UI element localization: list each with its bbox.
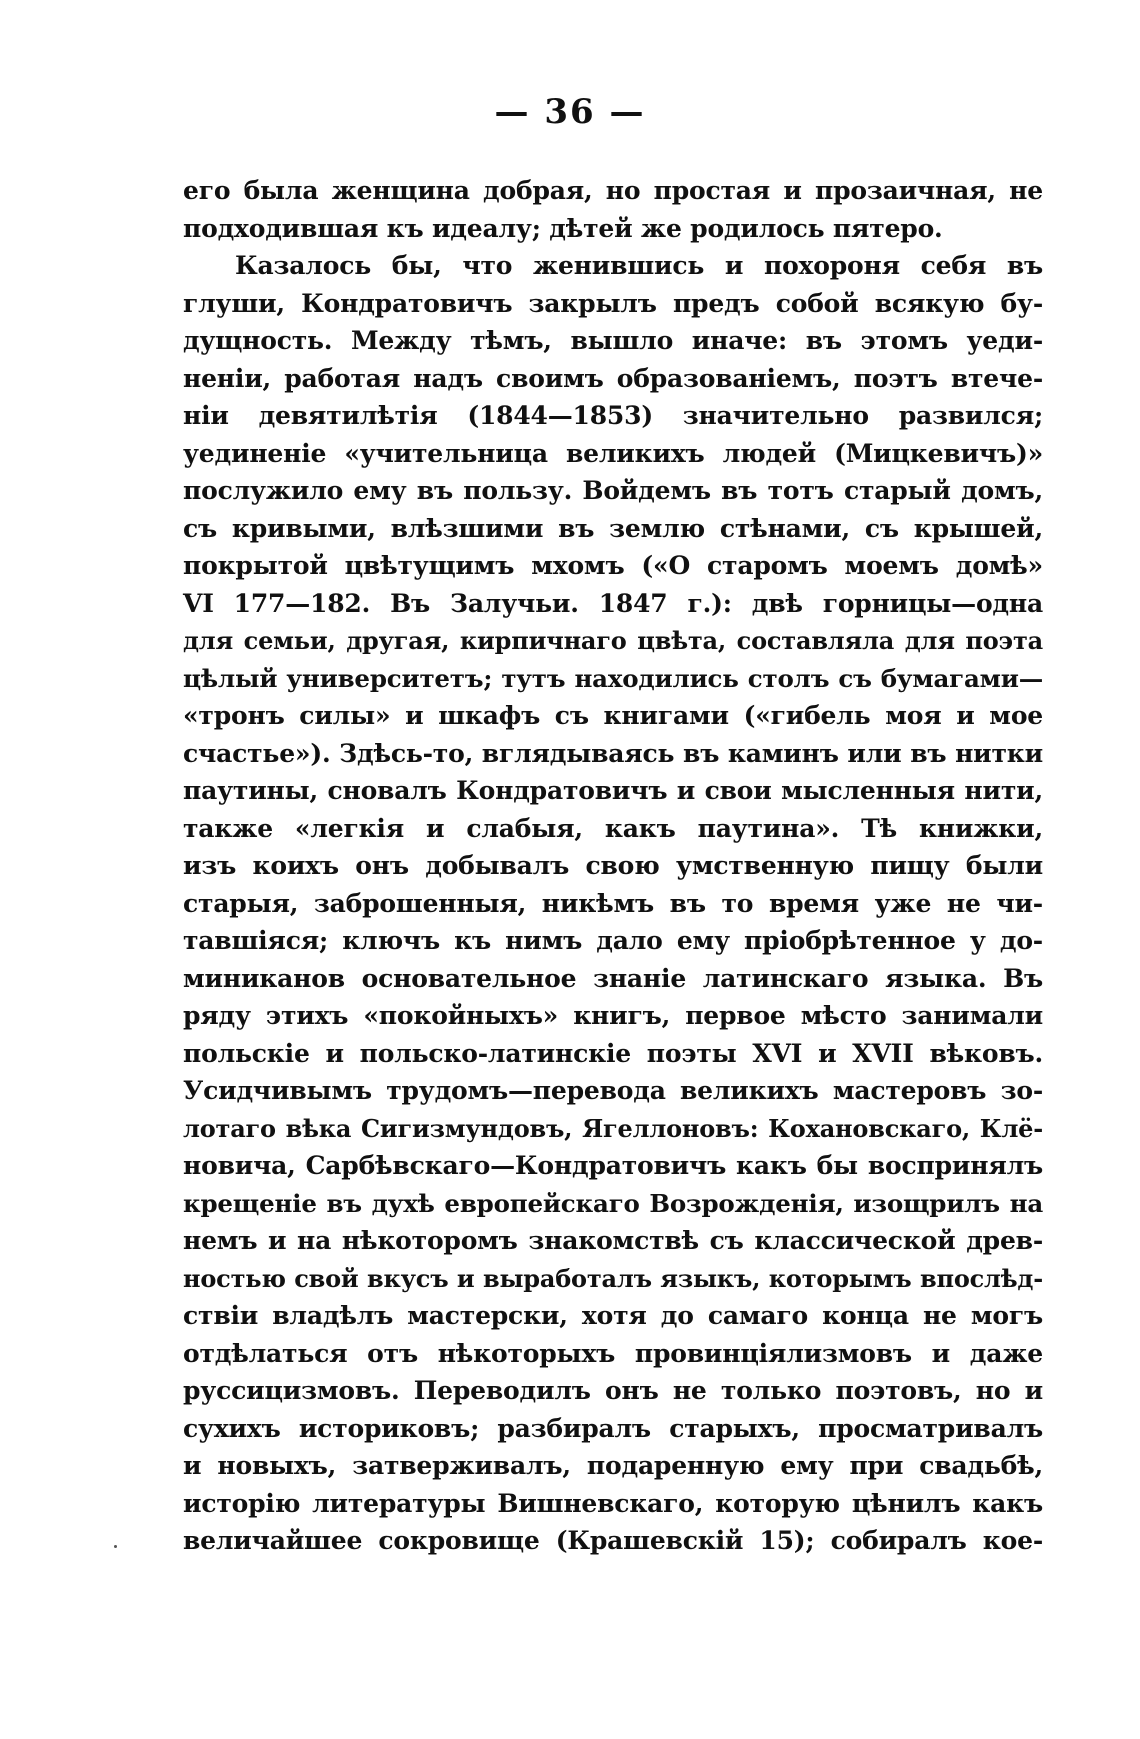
text-line: для семьи, другая, кирпичнаго цвѣта, составляла для поэта [183, 626, 1043, 655]
paper-speck [114, 1545, 117, 1548]
text-line: ніи девятилѣтія (1844—1853) значительно развился; [183, 401, 1043, 430]
text-line: покрытой цвѣтущимъ мхомъ («О старомъ моемъ домѣ» [183, 551, 1043, 580]
text-line: ствіи владѣлъ мастерски, хотя до самаго конца не могъ [183, 1301, 1043, 1330]
page-number: — 36 — [494, 92, 646, 132]
text-line: немъ и на нѣкоторомъ знакомствѣ съ классической древ- [183, 1226, 1043, 1255]
text-line: паутины, сновалъ Кондратовичъ и свои мысленныя нити, [183, 776, 1043, 805]
text-line: польскіе и польско-латинскіе поэты XVI и XVII вѣковъ. [183, 1038, 1043, 1068]
text-line: неніи, работая надъ своимъ образованіемъ, поэтъ втече- [183, 363, 1043, 393]
text-line: VI 177—182. Въ Залучьи. 1847 г.): двѣ горницы—одна [183, 588, 1043, 618]
text-line: цѣлый университетъ; тутъ находились столъ съ бумагами— [183, 663, 1043, 693]
text-line: уединеніе «учительница великихъ людей (Мицкевичъ)» [183, 438, 1043, 468]
text-line: величайшее сокровище (Крашевскій 15); собиралъ кое- [183, 1526, 1043, 1555]
text-line: миниканов основательное знаніе латинскаго языка. Въ [183, 963, 1043, 993]
text-line: сухихъ историковъ; разбиралъ старыхъ, просматривалъ [183, 1413, 1043, 1443]
text-line: исторію литературы Вишневскаго, которую цѣнилъ какъ [183, 1488, 1043, 1518]
text-line: «тронъ силы» и шкафъ съ книгами («гибель моя и мое [183, 701, 1043, 730]
text-line: руссицизмовъ. Переводилъ онъ не только поэтовъ, но и [183, 1376, 1043, 1405]
text-line: отдѣлаться отъ нѣкоторыхъ провинціялизмовъ и даже [183, 1338, 1043, 1368]
text-line: дущность. Между тѣмъ, вышло иначе: въ этомъ уеди- [183, 326, 1043, 355]
text-line: счастье»). Здѣсь-то, вглядываясь въ каминъ или въ нитки [183, 738, 1043, 768]
text-line: ностью свой вкусъ и выработалъ языкъ, которымъ впослѣд- [183, 1263, 1043, 1293]
text-line: старыя, заброшенныя, никѣмъ въ то время уже не чи- [183, 888, 1043, 918]
text-line: тавшіяся; ключъ къ нимъ дало ему пріобрѣтенное у до- [183, 926, 1043, 955]
text-line: Усидчивымъ трудомъ—перевода великихъ мастеровъ зо- [183, 1076, 1043, 1105]
text-line: глуши, Кондратовичъ закрылъ предъ собой всякую бу- [183, 288, 1043, 318]
text-line: послужило ему въ пользу. Войдемъ въ тотъ старый домъ, [183, 476, 1043, 505]
text-line: и новыхъ, затверживалъ, подаренную ему при свадьбѣ, [183, 1451, 1043, 1480]
text-line: подходившая къ идеалу; дѣтей же родилось пятеро. [183, 213, 943, 243]
text-line: его была женщина добрая, но простая и прозаичная, не [183, 176, 1043, 205]
text-line: также «легкія и слабыя, какъ паутина». Тѣ книжки, [183, 813, 1043, 843]
body-text [183, 172, 1043, 1560]
text-line: Казалось бы, что женившись и похороня себя въ [235, 251, 1043, 280]
text-line: изъ коихъ онъ добывалъ свою умственную пищу были [183, 851, 1043, 880]
text-line: ряду этихъ «покойныхъ» книгъ, первое мѣсто занимали [183, 1001, 1043, 1030]
text-line: новича, Сарбѣвскаго—Кондратовичъ какъ бы воспринялъ [183, 1151, 1043, 1180]
text-line: съ кривыми, влѣзшими въ землю стѣнами, съ крышей, [183, 513, 1043, 543]
text-line: крещеніе въ духѣ европейскаго Возрожденія, изощрилъ на [183, 1188, 1043, 1218]
text-line: лотаго вѣка Сигизмундовъ, Ягеллоновъ: Кохановскаго, Клё- [183, 1113, 1043, 1143]
